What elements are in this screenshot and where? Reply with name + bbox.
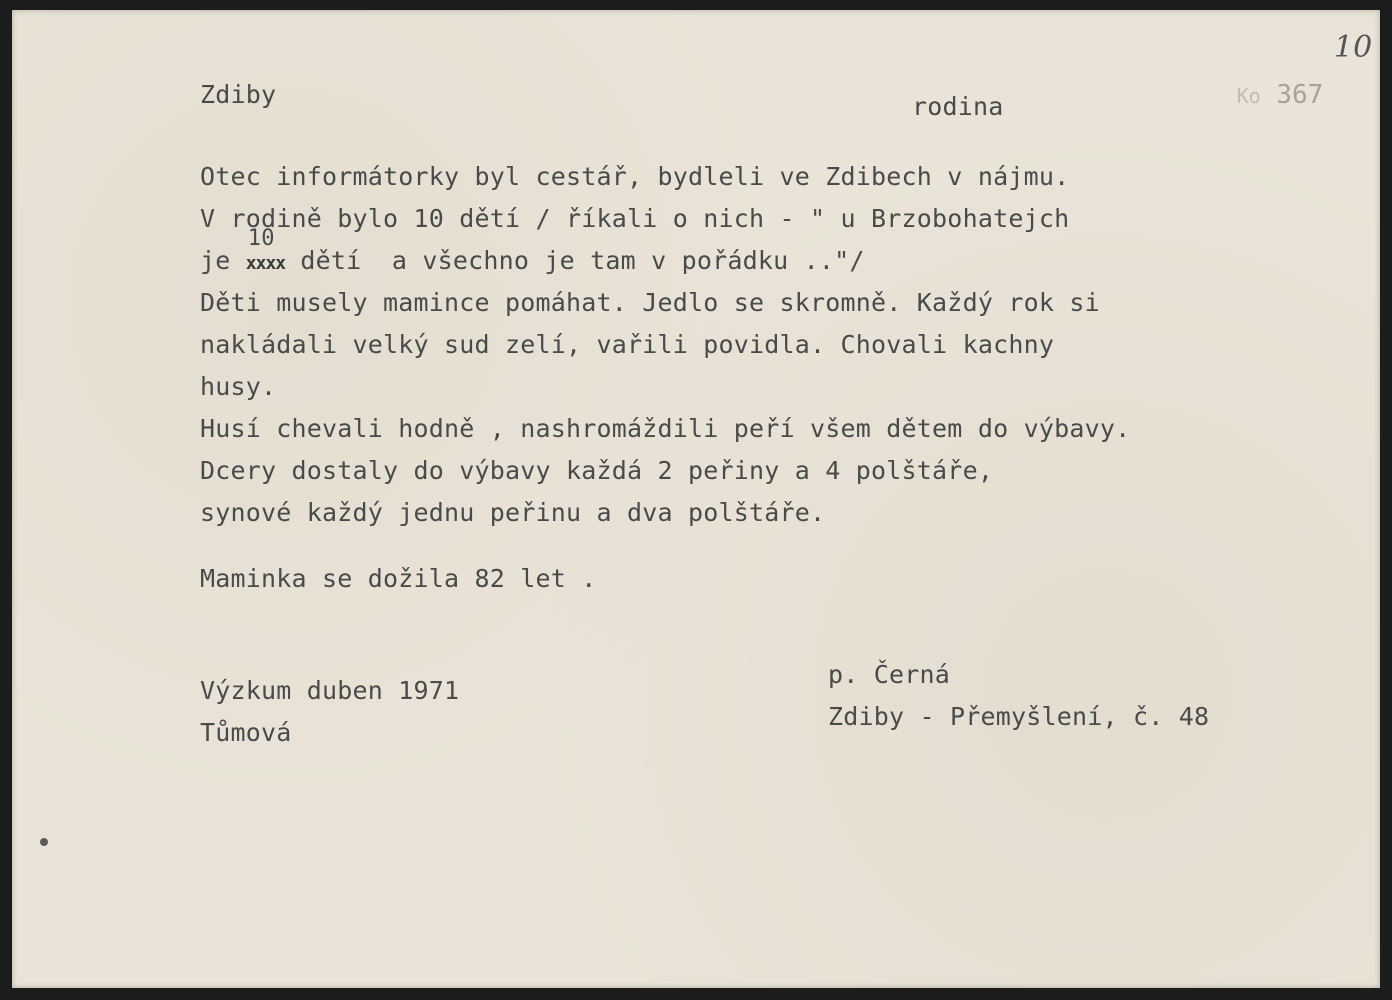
- text-line: Maminka se dožila 82 let .: [200, 564, 597, 593]
- text-line: Otec informátorky byl cestář, bydleli ve Zdibech v nájmu.: [200, 162, 1070, 191]
- struck-text: xxxx: [245, 253, 286, 274]
- research-date: Výzkum duben 1971: [200, 676, 460, 705]
- text-line: V rodině bylo 10 dětí / říkali o nich - " u Brzobohatejch: [200, 204, 1070, 233]
- text-fragment: dětí a všechno je tam v pořádku .."/: [285, 246, 865, 275]
- place-heading: Zdiby: [200, 80, 277, 109]
- correction-text: 10: [247, 226, 275, 251]
- researcher-name: Tůmová: [200, 718, 292, 747]
- index-card: [12, 10, 1380, 988]
- text-line: nakládali velký sud zelí, vařili povidla. Chovali kachny: [200, 330, 1055, 359]
- paper-speck: [40, 838, 48, 846]
- strikeout-correction: [245, 226, 286, 274]
- text-line: Husí chevali hodně , nashromáždili peří všem dětem do výbavy.: [200, 414, 1131, 443]
- text-line-corrected: [200, 226, 865, 275]
- text-line: husy.: [200, 372, 277, 401]
- informant-name: p. Černá: [828, 660, 951, 689]
- archive-number-stamp: [1174, 50, 1323, 140]
- informant-address: Zdiby - Přemyšlení, č. 48: [828, 702, 1210, 731]
- text-line: synové každý jednu peřinu a dva polštáře.: [200, 498, 826, 527]
- text-line: Děti musely mamince pomáhat. Jedlo se skromně. Každý rok si: [200, 288, 1100, 317]
- topic-heading: rodina: [912, 92, 1004, 121]
- archive-number-prefix: Ko: [1236, 84, 1261, 108]
- text-fragment: je: [200, 246, 246, 275]
- archive-number: 367: [1276, 80, 1324, 110]
- text-line: Dcery dostaly do výbavy každá 2 peřiny a 4 polštáře,: [200, 456, 994, 485]
- page-number: 10: [1334, 30, 1373, 65]
